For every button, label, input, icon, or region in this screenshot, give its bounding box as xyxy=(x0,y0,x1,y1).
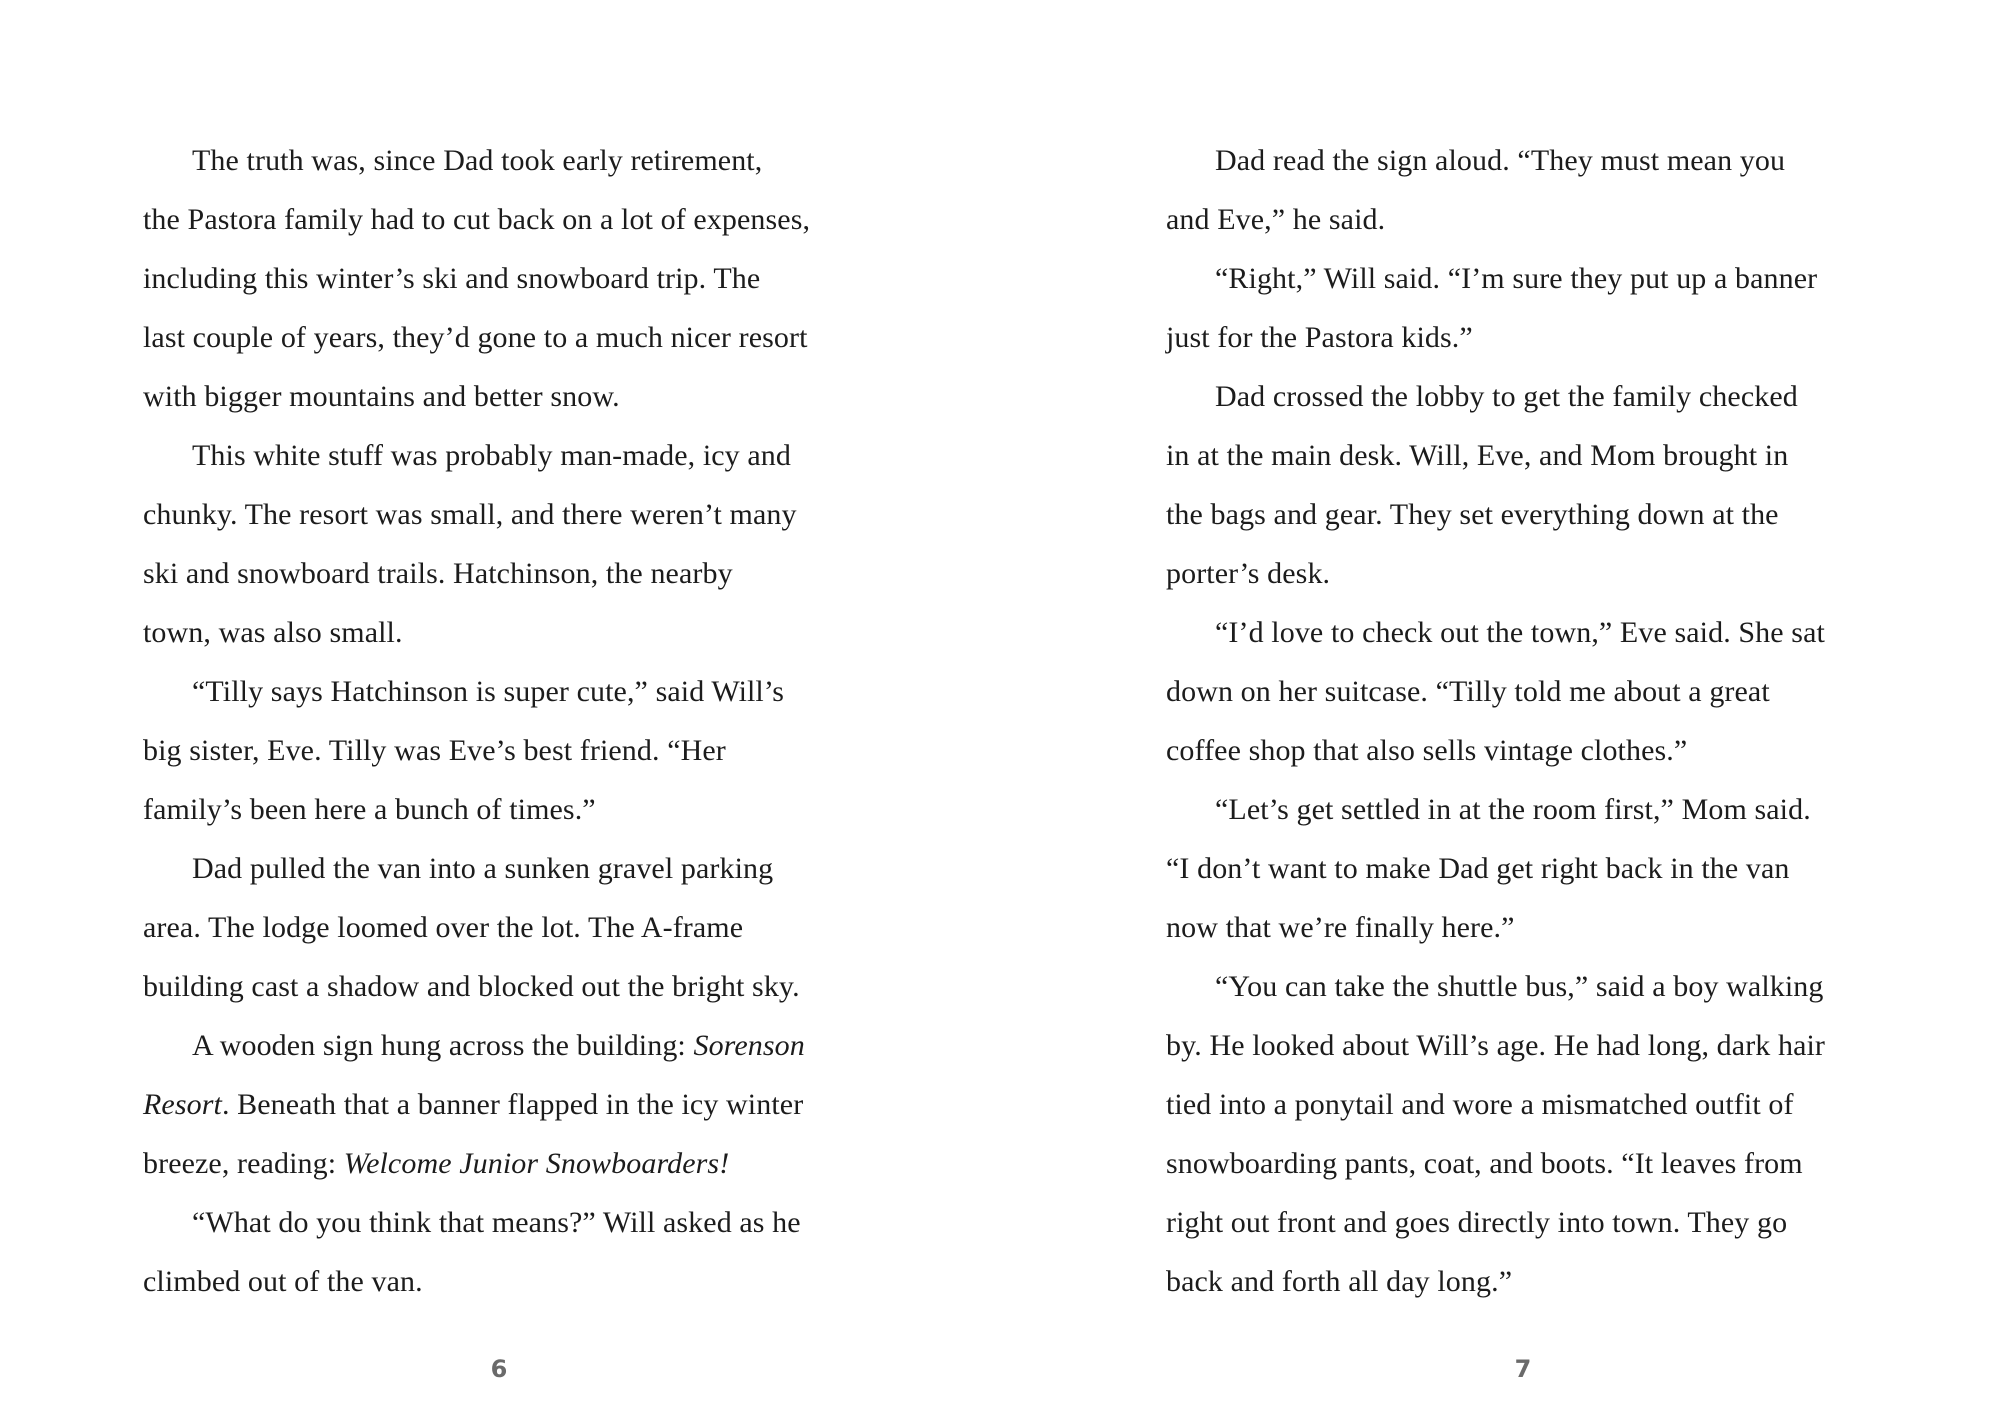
text-line: “I don’t want to make Dad get right back in the van xyxy=(1166,852,1790,885)
text-line: area. The lodge loomed over the lot. The A-frame xyxy=(143,911,744,944)
text-run: . Beneath that a banner flapped in the icy winter xyxy=(221,1088,804,1121)
text-line: Dad pulled the van into a sunken gravel parking xyxy=(192,852,774,885)
text-line: “Tilly says Hatchinson is super cute,” said Will’s xyxy=(192,675,785,708)
text-line: coffee shop that also sells vintage clothes.” xyxy=(1166,734,1688,767)
text-line: town, was also small. xyxy=(143,616,403,649)
text-line: climbed out of the van. xyxy=(143,1265,423,1298)
text-line: building cast a shadow and blocked out the bright sky. xyxy=(143,970,800,1003)
text-line: The truth was, since Dad took early retirement, xyxy=(192,144,763,177)
text-line: just for the Pastora kids.” xyxy=(1166,321,1473,354)
text-line: right out front and goes directly into town. They go xyxy=(1166,1206,1788,1239)
text-line xyxy=(143,1075,873,1134)
text-line: “I’d love to check out the town,” Eve said. She sat xyxy=(1215,616,1825,649)
text-line: This white stuff was probably man-made, icy and xyxy=(192,439,792,472)
text-line: “What do you think that means?” Will asked as he xyxy=(192,1206,801,1239)
text-line: and Eve,” he said. xyxy=(1166,203,1386,236)
text-line: big sister, Eve. Tilly was Eve’s best friend. “Her xyxy=(143,734,726,767)
text-line: family’s been here a bunch of times.” xyxy=(143,793,596,826)
text-line xyxy=(143,1134,873,1193)
text-line: ski and snowboard trails. Hatchinson, the nearby xyxy=(143,557,733,590)
text-line: Dad crossed the lobby to get the family checked xyxy=(1215,380,1798,413)
page-number-left: 6 xyxy=(490,1355,508,1383)
text-line: tied into a ponytail and wore a mismatched outfit of xyxy=(1166,1088,1794,1121)
text-line: “You can take the shuttle bus,” said a boy walking xyxy=(1215,970,1824,1003)
text-line: including this winter’s ski and snowboard trip. The xyxy=(143,262,761,295)
text-line: the Pastora family had to cut back on a lot of expenses, xyxy=(143,203,811,236)
text-line: porter’s desk. xyxy=(1166,557,1331,590)
left-page-text xyxy=(143,131,873,1311)
text-line: snowboarding pants, coat, and boots. “It leaves from xyxy=(1166,1147,1803,1180)
page-number-right: 7 xyxy=(1514,1355,1532,1383)
text-line: down on her suitcase. “Tilly told me about a great xyxy=(1166,675,1770,708)
text-run: A wooden sign hung across the building: xyxy=(192,1029,694,1062)
text-line: last couple of years, they’d gone to a much nicer resort xyxy=(143,321,808,354)
text-run: breeze, reading: xyxy=(143,1147,344,1180)
banner-text-italic: Welcome Junior Snowboarders! xyxy=(343,1147,730,1180)
right-page-text xyxy=(1166,131,1891,1311)
text-line: “Right,” Will said. “I’m sure they put up a banner xyxy=(1215,262,1818,295)
right-page xyxy=(1000,0,2000,1428)
text-line: with bigger mountains and better snow. xyxy=(143,380,620,413)
text-line: “Let’s get settled in at the room first,” Mom said. xyxy=(1215,793,1811,826)
text-line: in at the main desk. Will, Eve, and Mom brought in xyxy=(1166,439,1789,472)
sign-name-italic: Resort xyxy=(143,1088,222,1121)
text-line: by. He looked about Will’s age. He had long, dark hair xyxy=(1166,1029,1826,1062)
text-line xyxy=(143,1016,873,1075)
text-line: back and forth all day long.” xyxy=(1166,1265,1513,1298)
text-line: now that we’re finally here.” xyxy=(1166,911,1515,944)
text-line: chunky. The resort was small, and there weren’t many xyxy=(143,498,797,531)
text-line: the bags and gear. They set everything down at the xyxy=(1166,498,1779,531)
sign-name-italic: Sorenson xyxy=(693,1029,805,1062)
text-line: Dad read the sign aloud. “They must mean you xyxy=(1215,144,1786,177)
